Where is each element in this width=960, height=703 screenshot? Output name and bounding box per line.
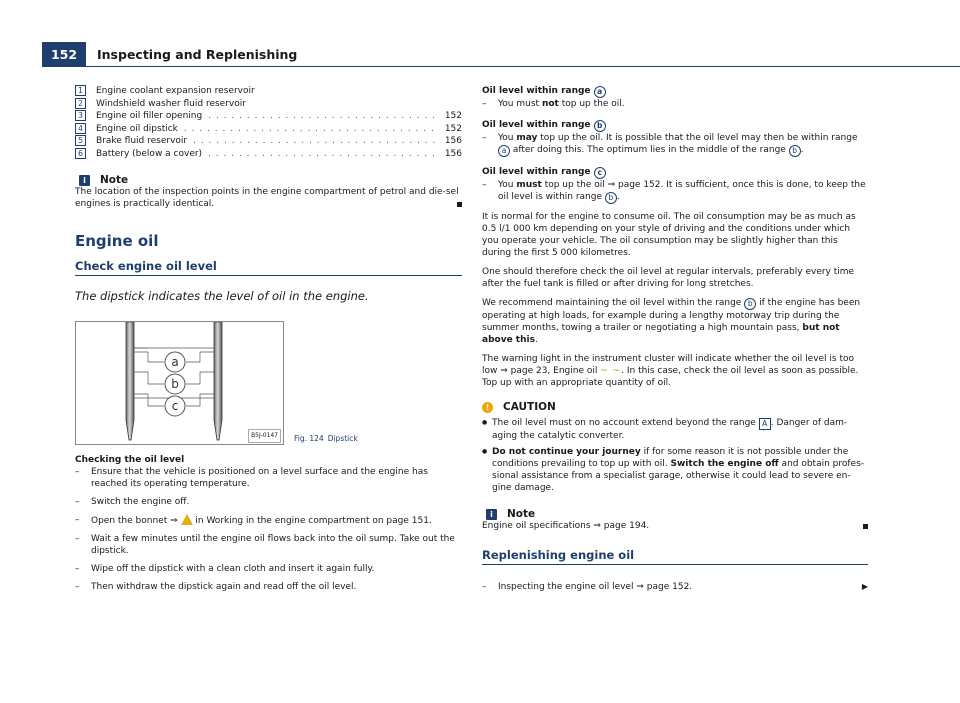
legend-label: Engine coolant expansion reservoir	[96, 86, 255, 96]
figure-legend	[75, 85, 462, 160]
figure-number: Fig. 124	[294, 434, 324, 443]
dipstick-illustration	[75, 321, 284, 445]
note-heading	[482, 508, 868, 520]
legend-number: 4	[75, 123, 86, 134]
legend-label: Battery (below a cover)	[96, 148, 203, 159]
text-bold: Switch the engine off	[670, 459, 779, 469]
range-marker: a	[594, 86, 606, 98]
figure-code: B5J-0147	[248, 429, 281, 443]
text: . In this case, check the oil level as soon as possible. Top up with an appropriate quantity of oil.	[482, 366, 859, 388]
range-marker: b	[605, 192, 617, 204]
text: .	[534, 335, 538, 345]
subsection-heading: Replenishing engine oil	[482, 549, 868, 565]
leader-dots	[184, 123, 439, 135]
page-header	[42, 42, 960, 67]
procedure-title: Checking the oil level	[75, 455, 185, 465]
legend-label: Brake fluid reservoir	[96, 136, 188, 146]
text-bold: may	[516, 133, 538, 143]
leader-dots	[208, 148, 439, 160]
info-icon: i	[486, 509, 497, 520]
range-title-text: Oil level within range	[482, 167, 591, 177]
range-label-b: b	[171, 377, 179, 391]
note-text	[75, 186, 462, 210]
range-label-c: c	[171, 399, 179, 413]
range-title-text: Oil level within range	[482, 120, 591, 130]
end-mark-icon	[457, 202, 462, 207]
text-bold: must	[516, 180, 542, 190]
legend-item	[75, 98, 462, 111]
caution-item	[482, 417, 868, 442]
note-text	[482, 520, 868, 532]
text: You must	[498, 99, 542, 109]
step: – Switch the engine off.	[75, 496, 462, 508]
figure	[75, 321, 462, 445]
step: – Then withdraw the dipstick again and read off the oil level.	[75, 581, 462, 593]
subsection-heading: Check engine oil level	[75, 260, 462, 276]
step	[482, 581, 868, 593]
continue-arrow-icon: ▶	[861, 582, 868, 591]
text: top up the oil ⇒ page 152. It is sufficient, once this is done, to keep the oil level is within range	[498, 180, 866, 202]
dipstick-drawing	[76, 322, 283, 444]
range-label-a: a	[171, 355, 179, 369]
page-ref[interactable]: 156	[444, 136, 462, 146]
note-title: Note	[100, 174, 129, 186]
text-bold: not	[541, 99, 559, 109]
oil-warning-light-icon: ~ ~	[600, 366, 622, 376]
text: You	[498, 133, 517, 143]
note-heading	[75, 174, 462, 186]
step: – Wait a few minutes until the engine oil flows back into the oil sump. Take out the dipstick.	[75, 533, 462, 557]
paragraph: One should therefore check the oil level at regular intervals, preferably every time after the fuel tank is filled or after driving for long stretches.	[482, 267, 855, 289]
legend-item	[75, 85, 462, 98]
end-mark-icon	[863, 524, 868, 529]
step-text: Open the bonnet ⇒	[91, 516, 178, 526]
text: The oil level must on no account extend beyond the range	[492, 418, 759, 428]
step: – Wipe off the dipstick with a clean cloth and insert it again fully.	[75, 563, 462, 575]
legend-number: 5	[75, 135, 86, 146]
step	[75, 514, 462, 527]
text-bold: but not above this	[482, 323, 840, 345]
left-column	[75, 85, 462, 593]
legend-item[interactable]	[75, 135, 462, 148]
figure-caption-text: Dipstick	[327, 434, 358, 443]
text: .	[800, 145, 804, 155]
page-number: 152	[42, 42, 86, 67]
range-a-text	[482, 98, 868, 110]
paragraph	[482, 297, 868, 346]
range-a-title	[482, 85, 868, 98]
note-body[interactable]: Engine oil specifications ⇒ page 194.	[482, 521, 650, 531]
text: top up the oil. It is possible that the oil level may then be within range	[537, 133, 858, 143]
text: after doing this. The optimum lies in the middle of the range	[510, 145, 789, 155]
range-b-title	[482, 119, 868, 132]
range-marker: a	[498, 145, 510, 157]
note-body: The location of the inspection points in the engine compartment of petrol and die-sel engines is practically identical.	[75, 187, 459, 209]
figure-caption	[294, 433, 362, 445]
text: The warning light in the instrument cluster will indicate whether the oil level is too low ⇒ page 23, Engine oil	[482, 354, 855, 376]
legend-number: 3	[75, 110, 86, 121]
step-link[interactable]: Inspecting the engine oil level ⇒ page 152.	[498, 582, 693, 592]
range-b-text	[482, 132, 868, 157]
legend-item[interactable]	[75, 110, 462, 123]
range-marker: b	[789, 145, 801, 157]
legend-number: 1	[75, 85, 86, 96]
paragraph: It is normal for the engine to consume oil. The oil consumption may be as much as 0.5 l/1 000 km depending on your style of driving and the conditions under which you operate your vehicle. The oil consumption may be slightly higher than this during the first 5 000 kilometres.	[482, 212, 856, 258]
page-ref[interactable]: 152	[444, 111, 462, 121]
leader-dots	[193, 135, 439, 147]
step: – Ensure that the vehicle is positioned on a level surface and the engine has reached its operating temperature.	[75, 466, 462, 490]
text: if for some reason it is not possible under the conditions prevailing to top up with oil.	[492, 447, 849, 469]
legend-label: Engine oil filler opening	[96, 111, 203, 121]
section-heading: Engine oil	[75, 232, 159, 250]
legend-number: 6	[75, 148, 86, 159]
intro-text: The dipstick indicates the level of oil in the engine.	[75, 289, 369, 303]
range-marker: c	[594, 167, 606, 179]
page-ref[interactable]: 156	[444, 148, 462, 159]
caution-title: CAUTION	[503, 401, 556, 413]
range-title-text: Oil level within range	[482, 86, 591, 96]
text-bold: Do not continue your journey	[492, 447, 641, 457]
text: You	[498, 180, 517, 190]
range-marker: A	[759, 418, 771, 430]
caution-icon: !	[482, 402, 493, 413]
text: .	[616, 192, 620, 202]
caution-item	[482, 446, 868, 494]
legend-item[interactable]	[75, 148, 462, 161]
text: and obtain profes-sional assistance from a specialist garage, otherwise it could lead to severe en-gine damage.	[492, 459, 865, 493]
paragraph	[482, 353, 868, 389]
range-marker: b	[744, 298, 756, 310]
range-c-title	[482, 166, 868, 179]
range-marker: b	[594, 120, 606, 132]
note-title: Note	[507, 508, 536, 520]
legend-label: Engine oil dipstick	[96, 123, 178, 134]
header-rule	[86, 66, 960, 67]
chapter-title: Inspecting and Replenishing	[97, 47, 298, 62]
legend-label: Windshield washer fluid reservoir	[96, 98, 246, 109]
right-column	[482, 85, 868, 593]
text: if the engine has been operating at high loads, for example during a lengthy motorway trip during the summer months, towing a trailer or negotiating a high mountain pass,	[482, 298, 861, 333]
range-c-text	[482, 179, 868, 204]
caution-heading	[482, 401, 868, 413]
step-link[interactable]: in Working in the engine compartment on page 151.	[195, 516, 432, 526]
leader-dots	[208, 110, 439, 122]
text: . Danger of dam-aging the catalytic converter.	[492, 418, 848, 441]
legend-number: 2	[75, 98, 86, 109]
text: top up the oil.	[558, 99, 625, 109]
legend-item[interactable]	[75, 123, 462, 136]
warning-triangle-icon	[181, 514, 193, 525]
text: We recommend maintaining the oil level within the range	[482, 298, 745, 308]
page-ref[interactable]: 152	[444, 123, 462, 134]
info-icon: i	[79, 175, 90, 186]
